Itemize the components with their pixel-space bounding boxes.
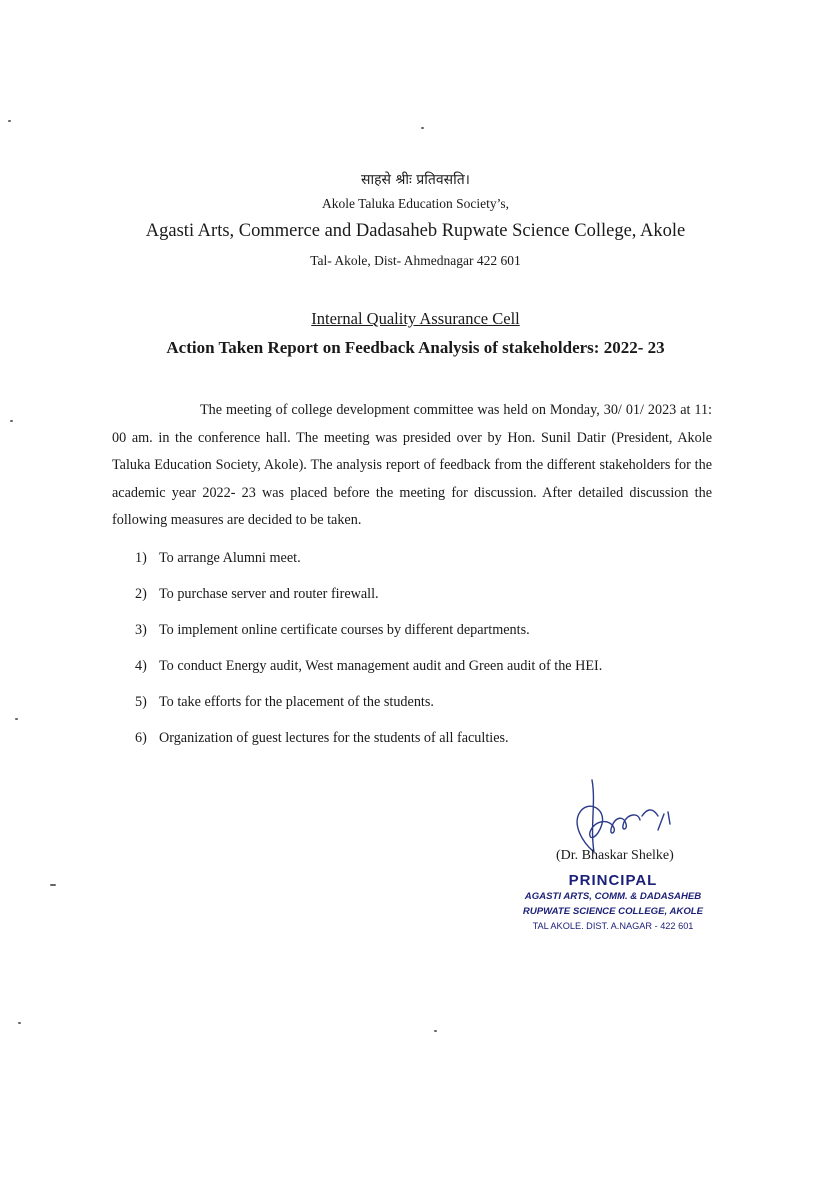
scan-speck: [18, 1022, 21, 1024]
item-number: 6): [135, 730, 147, 746]
college-name: Agasti Arts, Commerce and Dadasaheb Rupwate Science College, Akole: [145, 221, 686, 241]
item-number: 5): [135, 694, 147, 710]
item-number: 2): [135, 586, 147, 602]
list-item: [135, 618, 602, 654]
measures-list: [135, 546, 602, 762]
item-text: To conduct Energy audit, West management audit and Green audit of the HEI.: [159, 658, 603, 674]
college-address: Tal- Akole, Dist- Ahmednagar 422 601: [310, 253, 521, 268]
stamp-line: TAL AKOLE. DIST. A.NAGAR - 422 601: [532, 921, 694, 931]
scan-speck: [434, 1030, 437, 1032]
item-text: Organization of guest lectures for the students of all faculties.: [159, 730, 509, 746]
list-item: [135, 582, 602, 618]
item-text: To arrange Alumni meet.: [159, 550, 301, 566]
society-name: Akole Taluka Education Society’s,: [321, 196, 510, 211]
signatory-name: (Dr. Bhaskar Shelke): [556, 848, 674, 863]
item-text: To take efforts for the placement of the students.: [159, 694, 434, 710]
report-title: Action Taken Report on Feedback Analysis of stakeholders: 2022- 23: [166, 338, 665, 357]
motto: साहसे श्रीः प्रतिवसति।: [361, 172, 470, 188]
item-number: 4): [135, 658, 147, 674]
list-item: [135, 726, 602, 762]
scan-speck: [421, 127, 424, 129]
item-text: To purchase server and router firewall.: [159, 586, 379, 602]
item-number: 3): [135, 622, 147, 638]
cell-heading: Internal Quality Assurance Cell: [311, 309, 520, 328]
scan-speck: [15, 718, 18, 720]
scan-speck: [50, 884, 56, 886]
stamp-line: RUPWATE SCIENCE COLLEGE, AKOLE: [522, 906, 704, 917]
item-text: To implement online certificate courses by different departments.: [159, 622, 530, 638]
list-item: [135, 690, 602, 726]
item-number: 1): [135, 550, 147, 566]
list-item: [135, 546, 602, 582]
scan-speck: [8, 120, 11, 122]
list-item: [135, 654, 602, 690]
stamp-title: PRINCIPAL: [568, 872, 658, 889]
meeting-paragraph: The meeting of college development committee was held on Monday, 30/ 01/ 2023 at 11: 00 am. in the conference hall. The meeting was presided over by Hon. Sunil Datir (President, Akole Taluka Education Society, Akole). The analysis report of feedback from the different stakeholders for the academic year 2022- 23 was placed before the meeting for discussion. After detailed discussion the following measures are decided to be taken.: [112, 402, 712, 528]
stamp-line: AGASTI ARTS, COMM. & DADASAHEB: [524, 891, 702, 902]
scan-speck: [10, 420, 13, 422]
principal-stamp: [508, 872, 718, 934]
